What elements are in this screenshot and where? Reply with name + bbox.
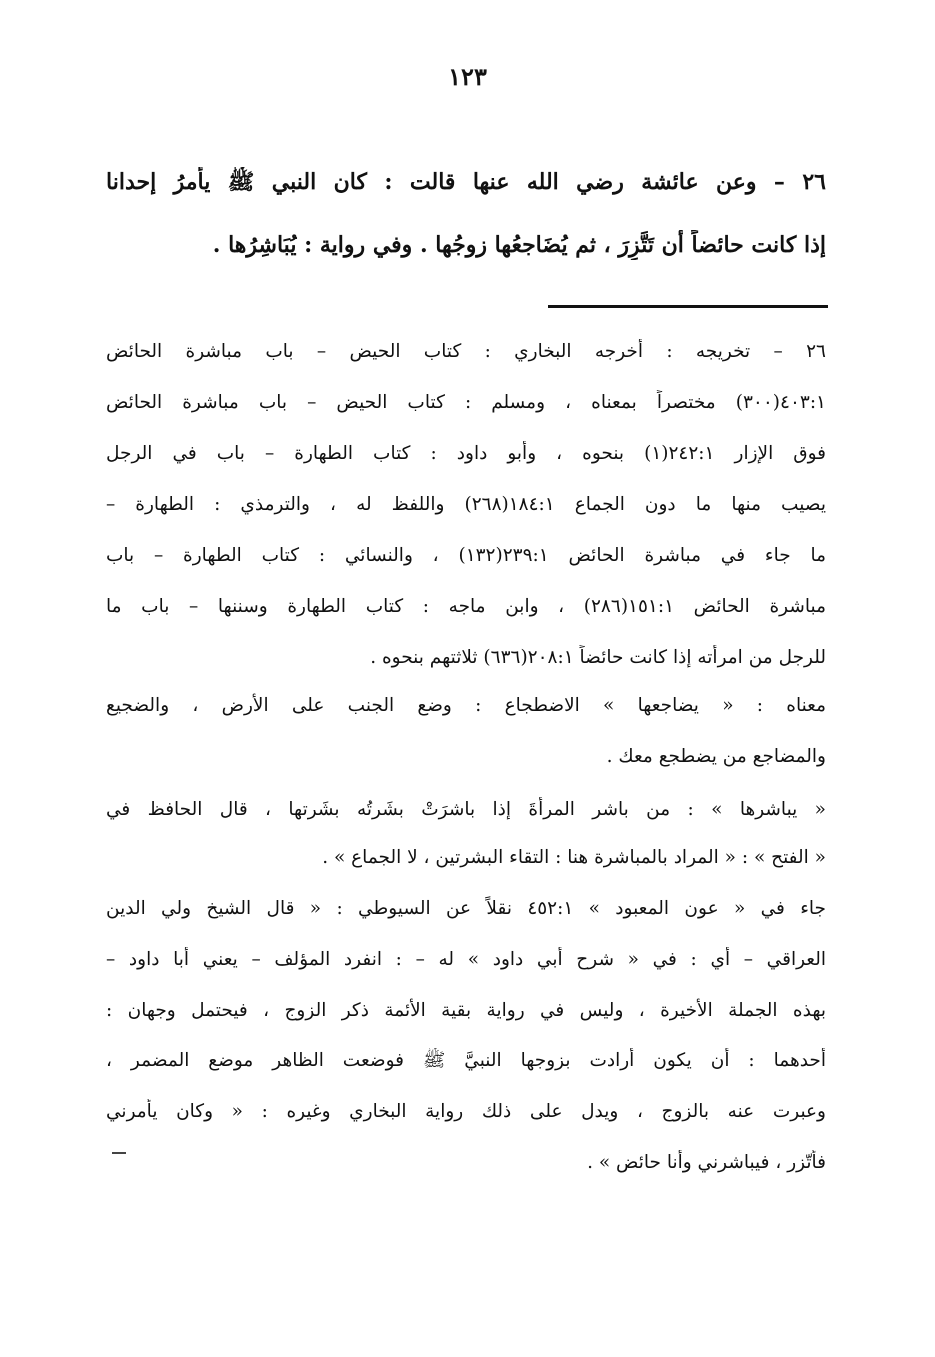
note-line: فوق الإزار ٢٤٢:١(١) بنحوه ، وأبو داود : كتاب الطهارة – باب في الرجل [106,443,826,464]
note-line: والمضاجع من يضطجع معك . [606,746,826,767]
note-line: للرجل من امرأته إذا كانت حائضاً ٢٠٨:١(٦٣٦) ثلاثتهم بنحوه . [370,647,826,668]
hadith-line: إذا كانت حائضاً أن تَتَّزِرَ ، ثم يُضَاجعُها زوجُها . وفي رواية : يُبَاشِرُها . [212,232,826,258]
note-line: العراقي – أي : في « شرح أبي داود » له – : انفرد المؤلف – يعني أبا داود – [106,949,826,970]
note-line: ٢٦ – تخريجه : أخرجه البخاري : كتاب الحيض – باب مباشرة الحائض [106,341,826,362]
note-line: فأتّزر ، فيباشرني وأنا حائض » . [587,1152,826,1173]
note-line: بهذه الجملة الأخيرة ، وليس في رواية بقية الأئمة ذكر الزوج ، فيحتمل وجهان : [106,1000,826,1021]
note-line: ما جاء في مباشرة الحائض ٢٣٩:١(١٣٢) ، والنسائي : كتاب الطهارة – باب [106,545,826,566]
note-line: ٤٠٣:١(٣٠٠) مختصراً بمعناه ، ومسلم : كتاب الحيض – باب مباشرة الحائض [106,392,826,413]
note-line: « يباشرها » : من باشر المرأةَ إذا باشرَتْ بشَرتُه بشَرتها ، قال الحافظ في [106,799,826,820]
note-line: معناه : « يضاجعها » الاضطجاع : وضع الجنب على الأرض ، والضجيع [106,695,826,716]
note-line: « الفتح » : « المراد بالمباشرة هنا : التقاء البشرتين ، لا الجماع » . [322,847,826,868]
stray-mark [112,1152,126,1154]
page-number: ١٢٣ [448,62,487,91]
hadith-line: ٢٦ – وعن عائشة رضي الله عنها قالت : كان النبي ﷺ يأمرُ إحدانا [106,169,826,195]
note-line: أحدهما : أن يكون أرادت بزوجها النبيَّ ﷺ فوضعت الظاهر موضع المضمر ، [106,1050,826,1071]
note-line: جاء في « عون المعبود » ٤٥٢:١ نقلاً عن السيوطي : « قال الشيخ ولي الدين [106,898,826,919]
note-line: يصيب منها ما دون الجماع ١٨٤:١(٢٦٨) واللفظ له ، والترمذي : الطهارة – [106,494,826,515]
note-line: وعبرت عنه بالزوج ، ويدل على ذلك رواية البخاري وغيره : « وكان يأمرني [106,1101,826,1122]
note-line: مباشرة الحائض ١٥١:١(٢٨٦) ، وابن ماجه : كتاب الطهارة وسننها – باب ما [106,596,826,617]
footnote-divider [548,305,828,308]
